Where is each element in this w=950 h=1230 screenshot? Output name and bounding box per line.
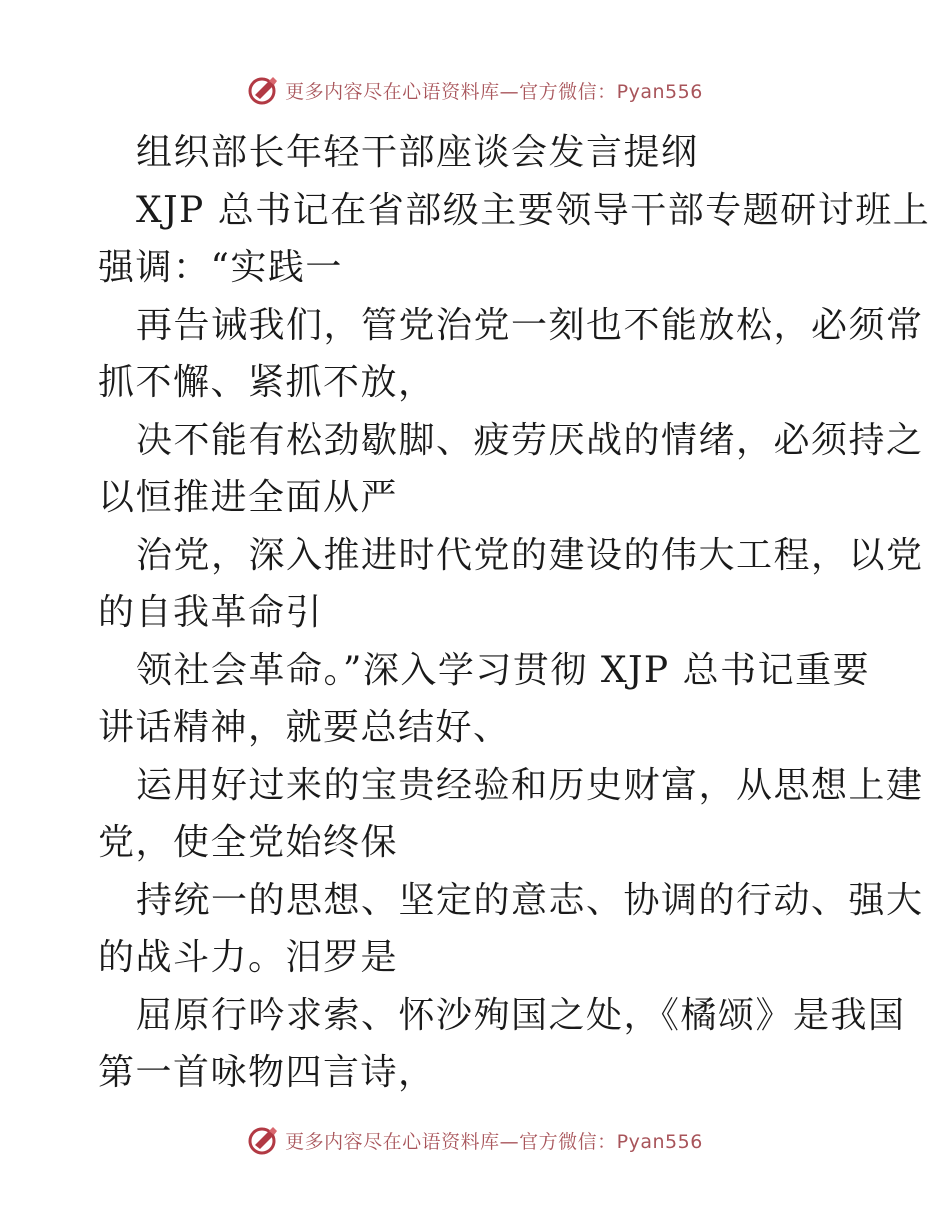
paragraph-line: 讲话精神，就要总结好、 <box>98 707 511 748</box>
paragraph-line: 再告诫我们，管党治党一刻也不能放松，必须常 <box>136 304 924 346</box>
paragraph-line: XJP 总书记在省部级主要领导干部专题研讨班上 <box>136 189 931 231</box>
pen-logo-icon <box>247 73 281 107</box>
paragraph-line: 以恒推进全面从严 <box>98 477 399 518</box>
paragraph-line: 持统一的思想、坚定的意志、协调的行动、强大 <box>136 879 924 921</box>
header-watermark-banner <box>0 70 950 110</box>
paragraph-line: 的自我革命引 <box>98 592 324 633</box>
paragraph-line: 抓不懈、紧抓不放， <box>98 362 436 403</box>
paragraph-line: 屈原行吟求索、怀沙殉国之处，《橘颂》是我国 <box>136 994 906 1036</box>
paragraph-line: 治党，深入推进时代党的建设的伟大工程，以党 <box>136 534 924 576</box>
paragraph-line: 领社会革命。”深入学习贯彻 XJP 总书记重要 <box>136 649 871 691</box>
paragraph-line: 党，使全党始终保 <box>98 822 399 863</box>
header-banner-text: 更多内容尽在心语资料库—官方微信：Pyan556 <box>285 80 703 103</box>
document-title: 组织部长年轻干部座谈会发言提纲 <box>136 132 699 173</box>
footer-banner-text: 更多内容尽在心语资料库—官方微信：Pyan556 <box>285 1130 703 1153</box>
paragraph-line: 第一首咏物四言诗， <box>98 1052 436 1093</box>
paragraph-line: 的战斗力。汨罗是 <box>98 937 399 978</box>
paragraph-line: 决不能有松劲歇脚、疲劳厌战的情绪，必须持之 <box>136 419 924 461</box>
paragraph-line: 强调：“实践一 <box>98 247 343 288</box>
document-body <box>98 124 931 1102</box>
pen-logo-icon <box>247 1123 281 1157</box>
footer-watermark-banner <box>0 1120 950 1160</box>
paragraph-line: 运用好过来的宝贵经验和历史财富，从思想上建 <box>136 764 924 806</box>
